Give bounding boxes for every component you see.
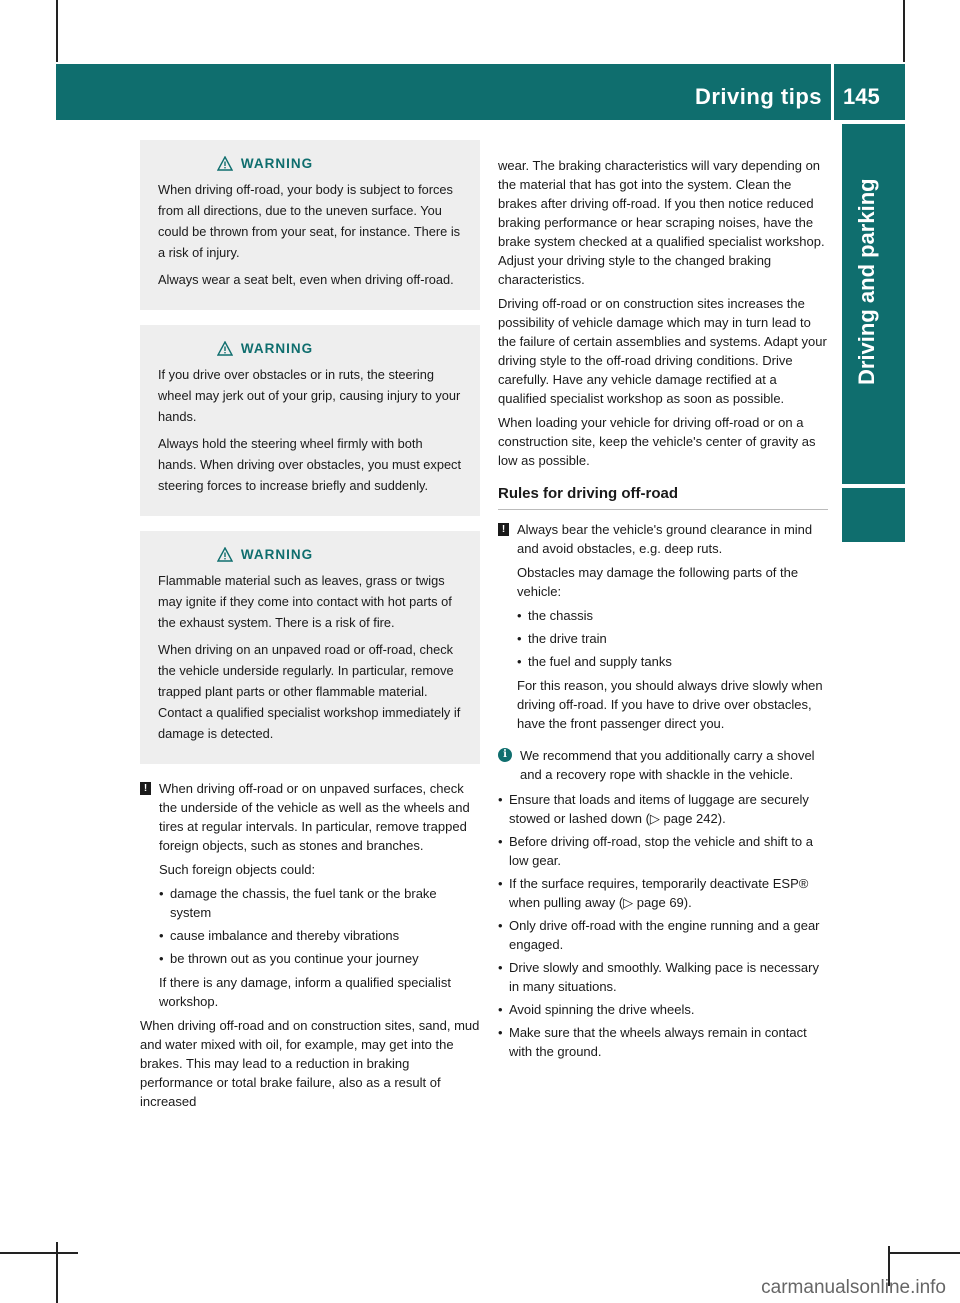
info-text: We recommend that you additionally carry a shovel and a recovery rope with shackle in the vehicle. [520,748,815,782]
list-item: • Ensure that loads and items of luggage are securely stowed or lashed down (▷ page 242). [498,790,828,828]
body-paragraph: Driving off-road or on construction sites increases the possibility of vehicle damage which may in turn lead to the failure of certain assemblies and systems. Adapt your driving style to the off-road driving conditions. Drive carefully. Have any vehicle damage rectified at a qualified specialist workshop as soon as possible. [498,296,827,406]
crop-mark [56,0,58,62]
page-number: 145 [843,84,880,109]
watermark[interactable]: carmanualsonline.info [761,1277,946,1298]
warning-text: When driving off-road, your body is subject to forces from all directions, due to the uneven surface. You could be thrown from your seat, for instance. There is a risk of injury. [158,182,461,260]
warning-heading [158,545,462,564]
list-item: • cause imbalance and thereby vibrations [159,926,480,945]
bullet-list [159,884,480,968]
list-item: • Drive slowly and smoothly. Walking pace is necessary in many situations. [498,958,828,996]
warning-label: WARNING [240,547,314,562]
note-text: Such foreign objects could: [159,862,316,877]
side-tab-marker [842,488,905,542]
clearance-note [498,520,828,738]
list-item: • be thrown out as you continue your journey [159,949,480,968]
rules-list [498,790,828,1061]
side-tab-label: Driving and parking [854,178,879,385]
warning-text: Always wear a seat belt, even when driving off-road. [158,272,454,287]
warning-box [140,531,480,764]
warning-label: WARNING [240,341,314,356]
warning-text: Flammable material such as leaves, grass or twigs may ignite if they come into contact with hot parts of the exhaust system. There is a risk of fire. [158,573,452,630]
note-body [517,520,828,738]
warning-heading [158,154,462,173]
note-text: Always bear the vehicle's ground clearance in mind and avoid obstacles, e.g. deep ruts. [517,522,813,556]
note-text: If there is any damage, inform a qualified specialist workshop. [159,975,451,1009]
note-text: When driving off-road or on unpaved surfaces, check the underside of the vehicle as well as the wheels and tires at regular intervals. In particular, remove trapped foreign objects, such as stones and branches. [159,781,470,853]
chapter-title: Driving tips [694,84,822,109]
body-paragraph: wear. The braking characteristics will vary depending on the material that has got into the system. Clean the brakes after driving off-road. If you then notice reduced braking performance or hear scraping noises, have the brake system checked at a qualified specialist workshop. Adjust your driving style to the changed braking characteristics. [498,158,825,287]
list-item: • the fuel and supply tanks [517,652,828,671]
warning-box [140,325,480,516]
info-note [498,746,828,784]
header-divider [831,64,834,120]
warning-icon [217,341,233,357]
note-text: For this reason, you should always drive slowly when driving off-road. If you have to drive over obstacles, have the front passenger direct you. [517,678,823,731]
warning-icon [217,156,233,172]
body-paragraph: When loading your vehicle for driving off-road or on a construction site, keep the vehicle's center of gravity as low as possible. [498,415,816,468]
damage-note [140,779,480,1016]
warning-text: Always hold the steering wheel firmly with both hands. When driving over obstacles, you must expect steering forces to increase briefly and suddenly. [158,436,462,493]
crop-mark [903,0,905,62]
list-item: • the drive train [517,629,828,648]
list-item: • Avoid spinning the drive wheels. [498,1000,828,1019]
list-item: • Only drive off-road with the engine running and a gear engaged. [498,916,828,954]
warning-icon [217,547,233,563]
info-icon: i [498,748,512,762]
section-title: Rules for driving off-road [498,484,828,510]
note-body [159,779,480,1016]
list-item: • the chassis [517,606,828,625]
crop-mark [0,1252,78,1254]
note-text: Obstacles may damage the following parts of the vehicle: [517,565,799,599]
warning-heading [158,339,462,358]
list-item: • Before driving off-road, stop the vehicle and shift to a low gear. [498,832,828,870]
bullet-list [517,606,828,671]
list-item: • damage the chassis, the fuel tank or the brake system [159,884,480,922]
exclamation-icon: ! [498,523,509,536]
right-column [498,156,828,1066]
list-item: • Make sure that the wheels always remain in contact with the ground. [498,1023,828,1061]
body-paragraph: When driving off-road and on construction sites, sand, mud and water mixed with oil, for example, may get into the brakes. This may lead to a reduction in braking performance or total brake failure, also as a result of increased [140,1018,480,1109]
list-item: • If the surface requires, temporarily deactivate ESP® when pulling away (▷ page 69). [498,874,828,912]
warning-text: When driving on an unpaved road or off-road, check the vehicle underside regularly. In particular, remove trapped plant parts or other flammable material. Contact a qualified specialist workshop immediately if damage is detected. [158,642,461,741]
crop-mark [888,1252,960,1254]
warning-box [140,140,480,310]
left-column [140,140,480,1116]
warning-text: If you drive over obstacles or in ruts, the steering wheel may jerk out of your grip, causing injury to your hands. [158,367,461,424]
exclamation-icon: ! [140,782,151,795]
warning-label: WARNING [240,156,314,171]
